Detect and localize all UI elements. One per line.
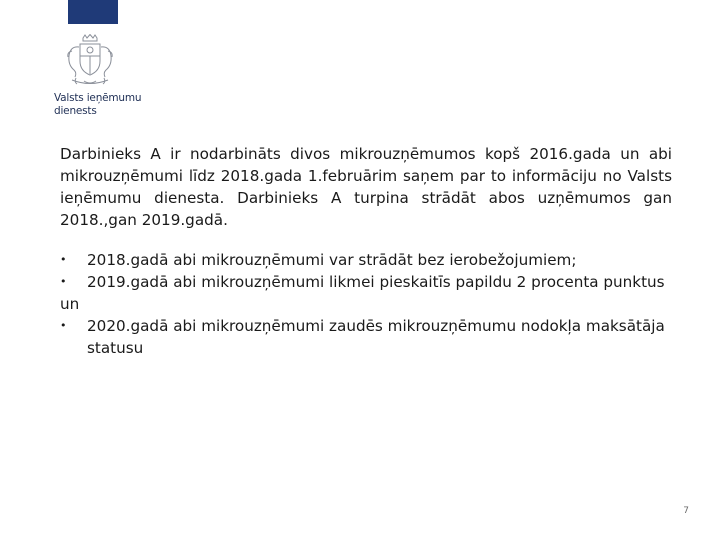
bullet-marker: • xyxy=(60,253,67,266)
list-item xyxy=(60,271,672,293)
logo-text-line2: dienests xyxy=(54,105,97,117)
vid-logo xyxy=(54,34,142,120)
list-item xyxy=(60,249,672,271)
intro-paragraph: Darbinieks A ir nodarbināts divos mikrouzņēmumos kopš 2016.gada un abi mikrouzņēmumi līdz 2018.gada 1.februārim saņem par to informāciju no Valsts ieņēmumu dienesta. Darbinieks A turpina strādāt abos uzņēmumos gan 2018.,gan 2019.gadā. xyxy=(60,145,672,229)
page-number: 7 xyxy=(683,506,689,516)
logo-text-line1: Valsts ieņēmumu xyxy=(54,92,142,104)
bullet-marker: • xyxy=(60,275,67,288)
bullet-text: 2019.gadā abi mikrouzņēmumi likmei pieskaitīs papildu 2 procenta punktus xyxy=(87,273,665,291)
bullet-list xyxy=(60,249,672,293)
bullet-text: 2020.gadā abi mikrouzņēmumi zaudēs mikrouzņēmumu nodokļa maksātāja statusu xyxy=(87,317,665,357)
brand-bar xyxy=(68,0,118,24)
coat-of-arms-icon xyxy=(64,34,116,90)
list-item xyxy=(60,315,672,359)
bullet-list-2 xyxy=(60,315,672,359)
slide-content xyxy=(60,143,672,359)
connector-text: un xyxy=(60,295,80,313)
bullet-text: 2018.gadā abi mikrouzņēmumi var strādāt bez ierobežojumiem; xyxy=(87,251,577,269)
bullet-marker: • xyxy=(60,319,67,332)
